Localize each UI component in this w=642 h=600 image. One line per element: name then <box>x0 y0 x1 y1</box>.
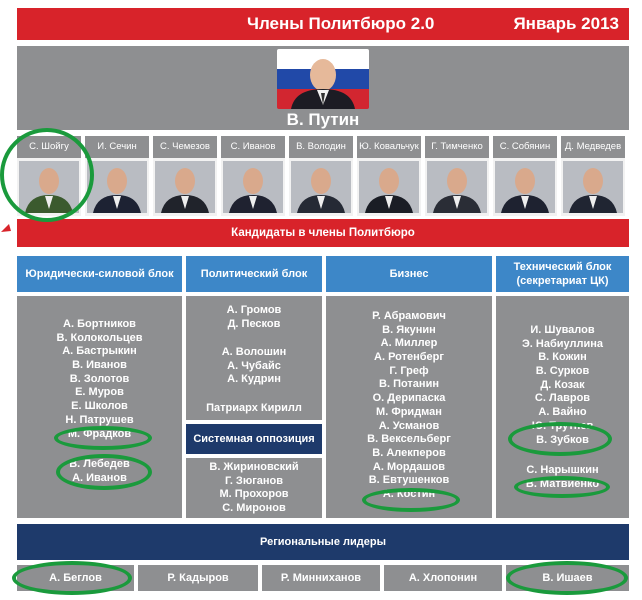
highlight-ring-lebedev-ivanov <box>56 454 152 490</box>
member-photo <box>495 161 555 213</box>
member-card <box>221 136 285 216</box>
member-card <box>153 136 217 216</box>
title-bar <box>17 8 629 40</box>
legal-names-top <box>17 318 182 441</box>
person-name: В. Жириновский <box>209 461 299 473</box>
person-name: А. Бортников <box>63 318 136 330</box>
technical-title-line2: (секретариат ЦК) <box>516 275 609 287</box>
business-column <box>326 296 492 518</box>
regional-leader: В. Ишаев <box>506 565 629 591</box>
page-date: Январь 2013 <box>513 14 619 33</box>
person-name: В. Сурков <box>535 365 590 378</box>
person-name: Е. Муров <box>75 386 124 399</box>
member-card <box>425 136 489 216</box>
person-name: А. Ротенберг <box>374 351 444 364</box>
member-card <box>85 136 149 216</box>
member-name: С. Чемезов <box>153 136 217 158</box>
arrow-icon <box>0 222 14 236</box>
regional-leader: Р. Кадыров <box>138 565 258 591</box>
member-photo <box>223 161 283 213</box>
highlight-ring-fradkov <box>54 426 152 450</box>
person-name: А. Вайно <box>538 406 587 419</box>
person-name: А. Чубайс <box>227 359 281 372</box>
leader-photo <box>277 49 369 109</box>
person-name: О. Дерипаска <box>372 392 446 405</box>
person-name: С. Миронов <box>222 502 286 515</box>
business-names <box>326 310 492 502</box>
person-name: М. Фридман <box>376 405 442 418</box>
member-name: Г. Тимченко <box>425 136 489 158</box>
member-name: И. Сечин <box>85 136 149 158</box>
leader-name: В. Путин <box>286 110 360 129</box>
member-photo <box>359 161 419 213</box>
person-name: А. Кудрин <box>227 373 281 386</box>
person-name: С. Нарышкин <box>526 464 599 476</box>
member-card <box>493 136 557 216</box>
member-photo <box>155 161 215 213</box>
person-name: А. Волошин <box>221 346 287 358</box>
person-name: Д. Песков <box>227 317 281 330</box>
member-name: С. Шойгу <box>17 136 81 158</box>
highlight-ring-beglov <box>12 561 132 595</box>
member-photo <box>291 161 351 213</box>
opposition-names <box>186 461 322 516</box>
person-name: А. Костин <box>382 487 436 500</box>
member-photo <box>427 161 487 213</box>
person-name: В. Кожин <box>538 351 587 364</box>
member-name: Ю. Ковальчук <box>357 136 421 158</box>
member-card <box>289 136 353 216</box>
person-name: А. Бастрыкин <box>62 345 137 358</box>
member-card <box>357 136 421 216</box>
person-name: В. Якунин <box>382 323 436 336</box>
person-name: А. Мордашов <box>372 460 446 473</box>
political-column <box>186 296 322 420</box>
header-business-block: Бизнес <box>326 256 492 292</box>
political-group-1 <box>186 304 322 331</box>
person-name: А. Усманов <box>378 419 440 432</box>
highlight-ring-shoigu <box>0 128 94 222</box>
person-name: В. Алекперов <box>372 446 446 459</box>
person-name: Ю. Трутнев <box>531 419 594 432</box>
highlight-ring-ishaev <box>506 561 628 595</box>
regional-leader: А. Хлопонин <box>384 565 502 591</box>
person-name: В. Лебедев <box>69 458 130 470</box>
regional-leader: Р. Минниханов <box>262 565 380 591</box>
technical-title-line1: Технический блок <box>513 261 612 273</box>
opposition-column <box>186 458 322 518</box>
person-name: В. Потанин <box>379 378 439 391</box>
opposition-header: Системная оппозиция <box>186 424 322 454</box>
person-name: В. Вексельберг <box>367 433 451 446</box>
person-name: М. Фрадков <box>67 427 132 440</box>
leader-panel <box>17 46 629 130</box>
member-name: С. Собянин <box>493 136 557 158</box>
member-name: Д. Медведев <box>561 136 625 158</box>
person-name: С. Лавров <box>534 392 591 405</box>
header-political-block: Политический блок <box>186 256 322 292</box>
highlight-ring-kostin <box>362 488 460 512</box>
member-card <box>561 136 625 216</box>
political-group-3 <box>186 402 322 416</box>
person-name: В. Колокольцев <box>56 331 143 344</box>
person-name: Н. Патрушев <box>65 413 134 426</box>
person-name: А. Громов <box>226 304 282 316</box>
person-name: Г. Зюганов <box>224 474 284 487</box>
header-technical-block <box>496 256 629 292</box>
person-name: Э. Набиуллина <box>521 337 604 350</box>
page-title: Члены Политбюро 2.0 <box>247 14 435 33</box>
person-name: В. Золотов <box>69 372 130 385</box>
person-name: В. Евтушенков <box>368 474 450 487</box>
person-name: Г. Греф <box>389 364 429 377</box>
highlight-ring-trutnev-zubkov <box>508 422 612 456</box>
highlight-ring-matvienko <box>514 476 610 498</box>
header-legal-block: Юридически-силовой блок <box>17 256 182 292</box>
person-name: Патриарх Кирилл <box>206 402 302 414</box>
political-group-2 <box>186 346 322 387</box>
member-name: В. Володин <box>289 136 353 158</box>
person-name: А. Миллер <box>380 337 438 350</box>
person-name: В. Зубков <box>536 433 589 446</box>
regional-leader: А. Беглов <box>17 565 134 591</box>
person-name: В. Матвиенко <box>525 477 600 490</box>
member-photo <box>87 161 147 213</box>
regional-bar: Региональные лидеры <box>17 524 629 560</box>
person-name: Д. Козак <box>540 378 585 391</box>
candidates-bar: Кандидаты в члены Политбюро <box>17 219 629 247</box>
person-name: Р. Абрамович <box>372 310 446 322</box>
member-name: С. Иванов <box>221 136 285 158</box>
member-photo <box>563 161 623 213</box>
person-name: Е. Школов <box>71 400 128 413</box>
person-name: А. Иванов <box>72 471 127 484</box>
person-name: В. Иванов <box>72 359 127 372</box>
person-name: И. Шувалов <box>530 324 595 336</box>
person-name: М. Прохоров <box>219 488 289 501</box>
